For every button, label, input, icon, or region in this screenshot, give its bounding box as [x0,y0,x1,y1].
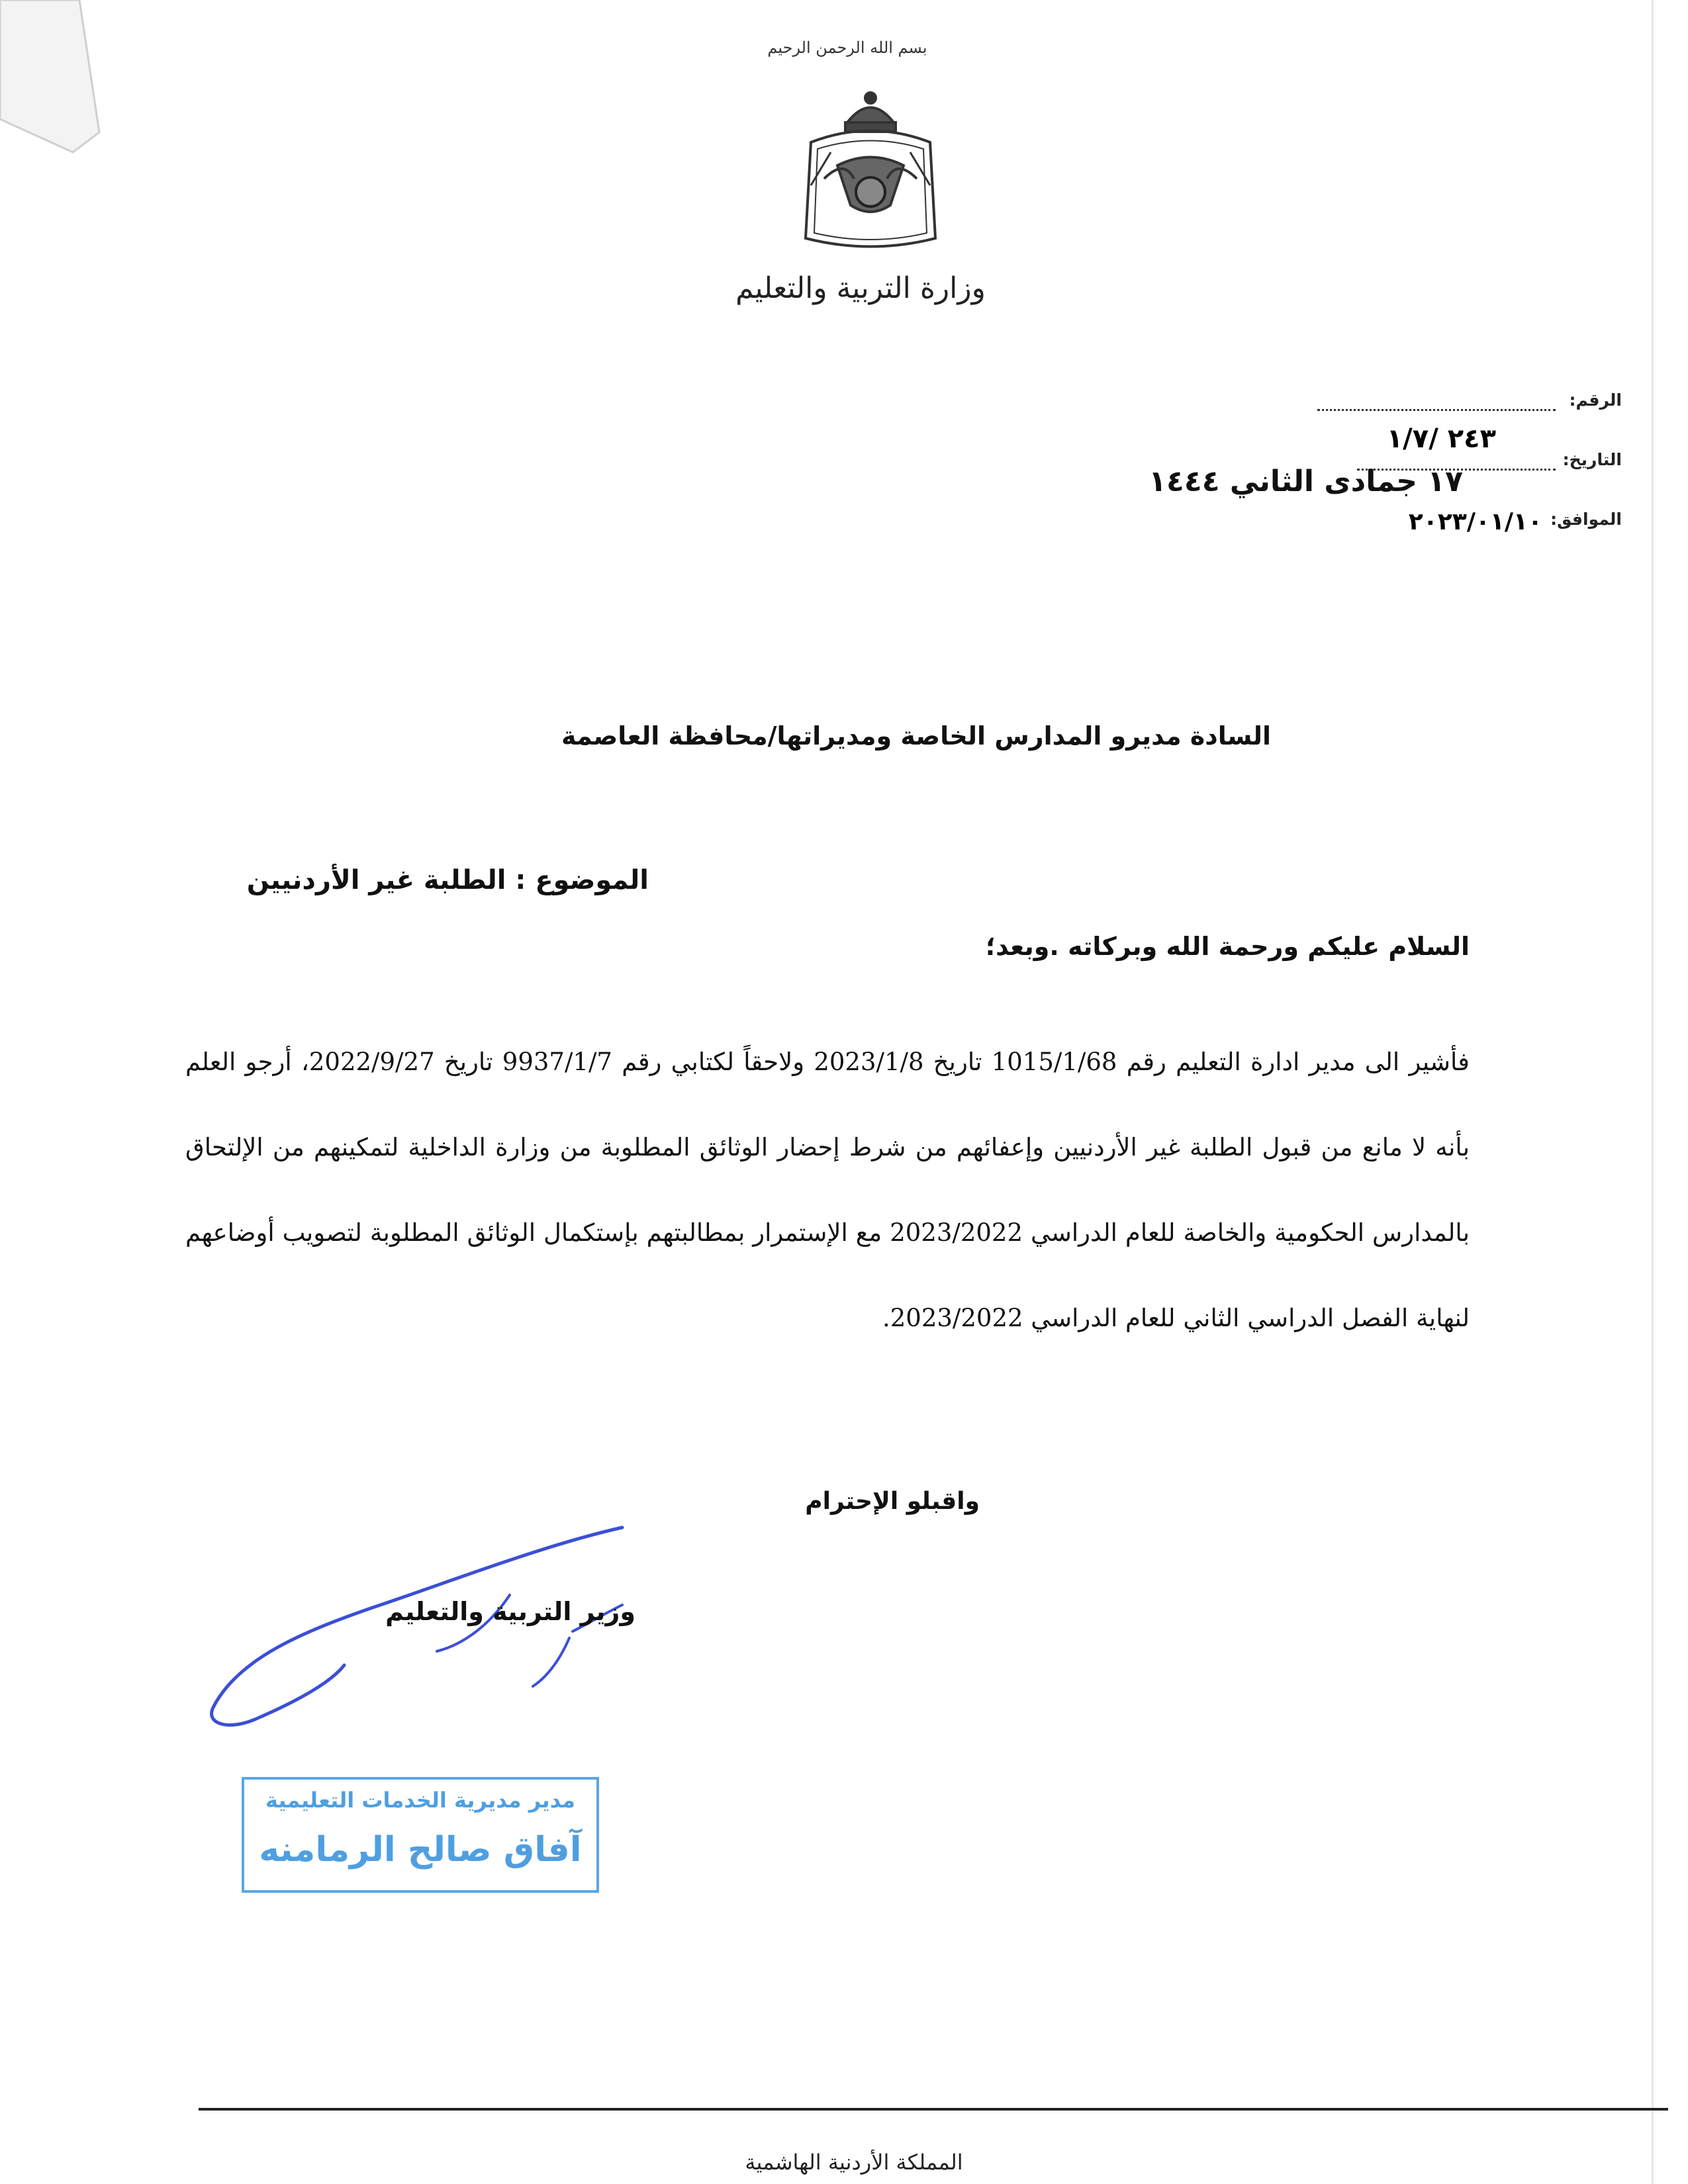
greeting-line: السلام عليكم ورحمة الله وبركاته .وبعد؛ [985,932,1470,961]
closing-line: واقبلو الإحترام [805,1488,980,1515]
reference-date-label: التاريخ: [1562,450,1622,469]
subject-line: الموضوع : الطلبة غير الأردنيين [246,865,649,895]
reference-date-value: ١٧ جمادى الثاني ١٤٤٤ [1149,465,1463,498]
reference-corresponding-label: الموافق: [1550,510,1622,529]
reference-number-value: ٢٤٣ /١/٧ [1386,424,1496,454]
recipient-line: السادة مديرو المدارس الخاصة ومديراتها/محافظة العاصمة [561,721,1271,751]
reference-number-dots [1317,390,1556,411]
stamp-title: مدير مديرية الخدمات التعليمية [265,1788,575,1813]
folded-corner [0,0,119,159]
official-stamp [242,1777,599,1893]
footer-text: المملكة الأردنية الهاشمية [745,2150,963,2175]
stamp-name: آفاق صالح الرمامنه [259,1830,582,1870]
reference-corresponding-value: ٢٠٢٣/٠١/١٠ [1408,508,1542,535]
scan-edge-line [1652,0,1654,2184]
reference-number-row [1244,390,1622,454]
footer-divider [199,2108,1668,2111]
letter-body: فأشير الى مدير ادارة التعليم رقم 1015/1/68 تاريخ 2023/1/8 ولاحقاً لكتابي رقم 9937/1/7 تاريخ 2022/9/27، أرجو العلم بأنه لا مانع من قبول الطلبة غير الأردنيين وإعفائهم من شرط إحضار الوثائق المطلوبة من وزارة الداخلية لتمكينهم من الإلتحاق بالمدارس الحكومية والخاصة للعام الدراسي 2023/2022 مع الإستمرار بمطالبتهم بإستكمال الوثائق المطلوبة لتصويب أوضاعهم لنهاية الفصل الدراسي الثاني للعام الدراسي 2023/2022. [185,1048,1470,1332]
crest-icon [784,86,957,258]
signatory-title: وزير التربية والتعليم [385,1597,635,1626]
reference-corresponding-row [1244,510,1622,549]
reference-number-label: الرقم: [1569,390,1622,410]
ministry-name: وزارة التربية والتعليم [735,271,986,305]
basmala: بسم الله الرحمن الرحيم [767,38,927,57]
